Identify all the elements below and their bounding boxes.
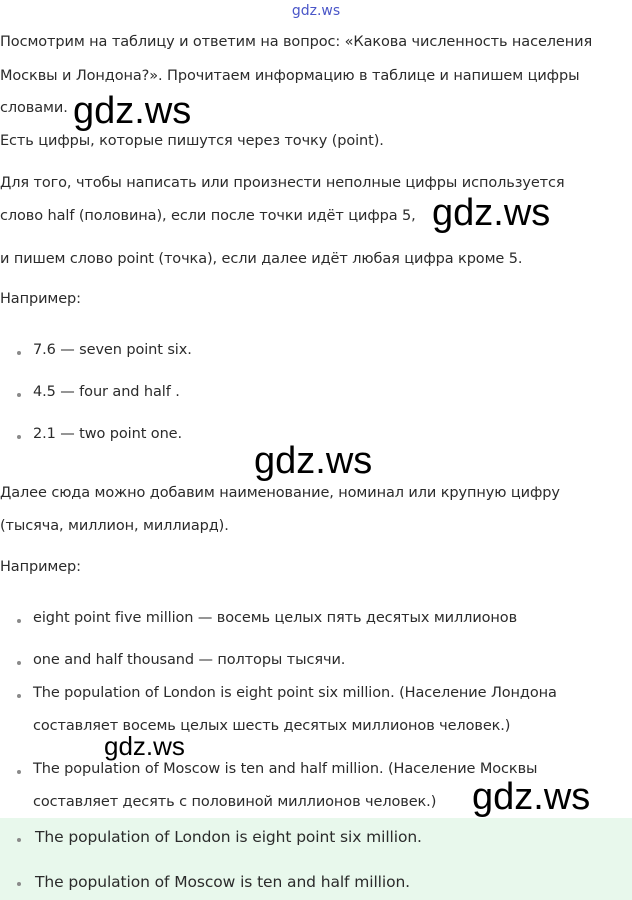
rule-line-1: Для того, чтобы написать или произнести неполные цифры используется — [0, 175, 565, 191]
list-item: 2.1 — two point one. — [33, 426, 182, 442]
bullet-icon — [17, 619, 21, 623]
example-label-2: Например: — [0, 559, 81, 575]
bullet-icon — [17, 393, 21, 397]
list-item: The population of London is eight point six million. (Население Лондона — [33, 685, 557, 701]
rule-line-3: и пишем слово point (точка), если далее идёт любая цифра кроме 5. — [0, 251, 523, 267]
further-line-1: Далее сюда можно добавим наименование, номинал или крупную цифру — [0, 485, 560, 501]
answer-block — [0, 818, 632, 900]
answer-item: The population of Moscow is ten and half million. — [35, 873, 411, 891]
bullet-icon — [17, 435, 21, 439]
list-item: 7.6 — seven point six. — [33, 342, 192, 358]
rule-line-2: слово half (половина), если после точки идёт цифра 5, — [0, 208, 416, 224]
intro-line-3: словами. — [0, 100, 68, 116]
bullet-icon — [17, 694, 21, 698]
bullet-icon — [17, 838, 21, 842]
intro-line-1: Посмотрим на таблицу и ответим на вопрос: «Какова численность населения — [0, 34, 593, 50]
watermark-text: gdz.ws — [104, 731, 185, 761]
intro-line-2: Москвы и Лондона?». Прочитаем информацию в таблице и напишем цифры — [0, 68, 580, 84]
watermark-text: gdz.ws — [472, 776, 591, 818]
list-item: one and half thousand — полторы тысячи. — [33, 652, 346, 668]
list-item-continuation: составляет десять с половиной миллионов человек.) — [33, 794, 437, 810]
site-watermark-top: gdz.ws — [291, 3, 341, 19]
list-item: 4.5 — four and half . — [33, 384, 180, 400]
further-line-2: (тысяча, миллион, миллиард). — [0, 518, 229, 534]
bullet-icon — [17, 351, 21, 355]
list-item-continuation: составляет восемь целых шесть десятых миллионов человек.) — [33, 718, 511, 734]
watermark-text: gdz.ws — [254, 440, 373, 482]
list-item: The population of Moscow is ten and half million. (Население Москвы — [33, 761, 538, 777]
bullet-icon — [17, 661, 21, 665]
watermark-text: gdz.ws — [432, 192, 551, 234]
bullet-icon — [17, 770, 21, 774]
intro-line-4: Есть цифры, которые пишутся через точку (point). — [0, 133, 384, 149]
bullet-icon — [17, 882, 21, 886]
watermark-text: gdz.ws — [73, 90, 192, 132]
list-item: eight point five million — восемь целых пять десятых миллионов — [33, 610, 518, 626]
answer-item: The population of London is eight point six million. — [35, 828, 422, 846]
example-label-1: Например: — [0, 291, 81, 307]
